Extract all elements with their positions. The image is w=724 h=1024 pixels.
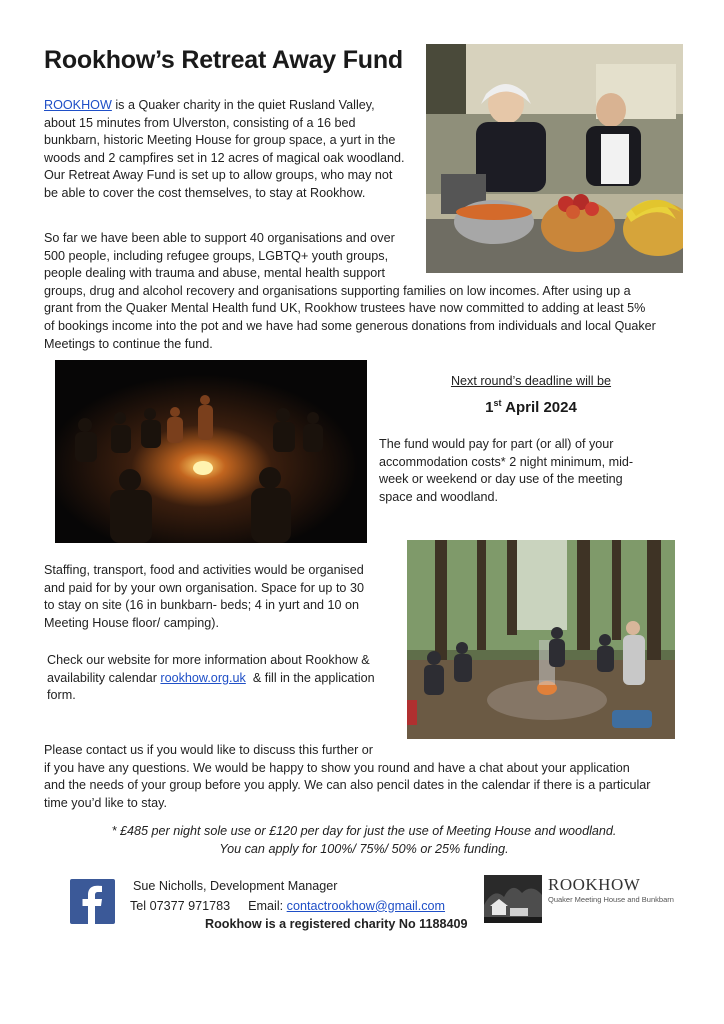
- staffing-line-2: and paid for by your own organisation. Space for up to 30: [44, 580, 364, 595]
- intro-line-4: woods and 2 campfires set in 12 acres of magical oak woodland.: [44, 150, 405, 165]
- website-line-3: form.: [47, 688, 76, 703]
- fund-pays-line-1: The fund would pay for part (or all) of your: [379, 437, 614, 451]
- rookhow-link[interactable]: ROOKHOW: [44, 98, 112, 112]
- support-line-2: 500 people, including refugee groups, LGBTQ+ youth groups,: [44, 248, 389, 263]
- facebook-icon[interactable]: [70, 879, 115, 924]
- fund-pays-line-4: space and woodland.: [379, 489, 499, 504]
- support-line-4: groups, drug and alcohol recovery and organisations supporting families on low incomes. After using up a: [44, 283, 631, 298]
- fund-pays-line-3: week or weekend or day use of the meeting: [379, 472, 623, 487]
- contact-line-3: and the needs of your group before you apply. We can also pencil dates in the calendar if there is a particular: [44, 778, 651, 793]
- deadline-day: 1: [485, 399, 494, 416]
- deadline-date: [378, 398, 684, 416]
- rookhow-logo: [484, 875, 684, 925]
- footer-tel: Tel 07377 971783: [130, 898, 231, 913]
- intro-line-3: bunkbarn, historic Meeting House for group space, a yurt in the: [44, 133, 396, 148]
- intro-line-6: be able to cover the cost themselves, to stay at Rookhow.: [44, 185, 366, 200]
- logo-title: ROOKHOW: [548, 875, 641, 894]
- logo-image: [484, 875, 542, 923]
- deadline-label: Next round’s deadline will be: [450, 374, 612, 388]
- deadline-date-rest: April 2024: [501, 399, 577, 416]
- pricing-line-2: You can apply for 100%/ 75%/ 50% or 25% funding.: [219, 841, 509, 856]
- staffing-line-1: Staffing, transport, food and activities would be organised: [44, 563, 364, 577]
- footer-email-label: Email:: [248, 898, 287, 913]
- contact-line-2: if you have any questions. We would be happy to show you round and have a chat about your application: [44, 760, 630, 775]
- page-title: Rookhow’s Retreat Away Fund: [44, 46, 404, 74]
- support-line-5: grant from the Quaker Mental Health fund UK, Rookhow trustees have now committed to adding at least 5%: [44, 301, 646, 316]
- charity-number: Rookhow is a registered charity No 1188409: [205, 917, 468, 931]
- deadline-suffix: st: [493, 398, 502, 408]
- intro-line-1: is a Quaker charity in the quiet Rusland Valley,: [111, 98, 375, 112]
- pricing-line-1: * £485 per night sole use or £120 per day for just the use of Meeting House and woodland.: [111, 824, 617, 838]
- footer-name: Sue Nicholls, Development Manager: [133, 879, 338, 893]
- website-line-2-pre: availability calendar: [47, 670, 161, 685]
- fund-pays-line-2: accommodation costs* 2 night minimum, mid-: [379, 454, 634, 469]
- contact-line-1: Please contact us if you would like to discuss this further or: [44, 743, 373, 757]
- logo-subtitle: Quaker Meeting House and Bunkbarn: [548, 895, 674, 904]
- website-line-1: Check our website for more information about Rookhow &: [47, 653, 370, 667]
- support-line-3: people dealing with trauma and abuse, mental health support: [44, 266, 385, 281]
- staffing-line-3: to stay on site (16 in bunkbarn- beds; 4 in yurt and 10 on: [44, 598, 360, 613]
- footer-email-link[interactable]: contactrookhow@gmail.com: [286, 898, 446, 913]
- support-line-1: So far we have been able to support 40 organisations and over: [44, 231, 395, 245]
- campfire-night-photo: [55, 360, 367, 543]
- intro-line-5: Our Retreat Away Fund is set up to allow groups, who may not: [44, 168, 393, 183]
- woodland-photo: [407, 540, 675, 739]
- website-link[interactable]: rookhow.org.uk: [160, 670, 246, 685]
- support-line-6: of bookings income into the pot and we have had some generous donations from individuals and local Quaker: [44, 318, 656, 333]
- contact-line-4: time you’d like to stay.: [44, 795, 167, 810]
- website-line-2-post: & fill in the application: [245, 670, 375, 685]
- support-line-7: Meetings to continue the fund.: [44, 336, 213, 351]
- intro-line-2: about 15 minutes from Ulverston, consisting of a 16 bed: [44, 115, 356, 130]
- staffing-line-4: Meeting House floor/ camping).: [44, 615, 219, 630]
